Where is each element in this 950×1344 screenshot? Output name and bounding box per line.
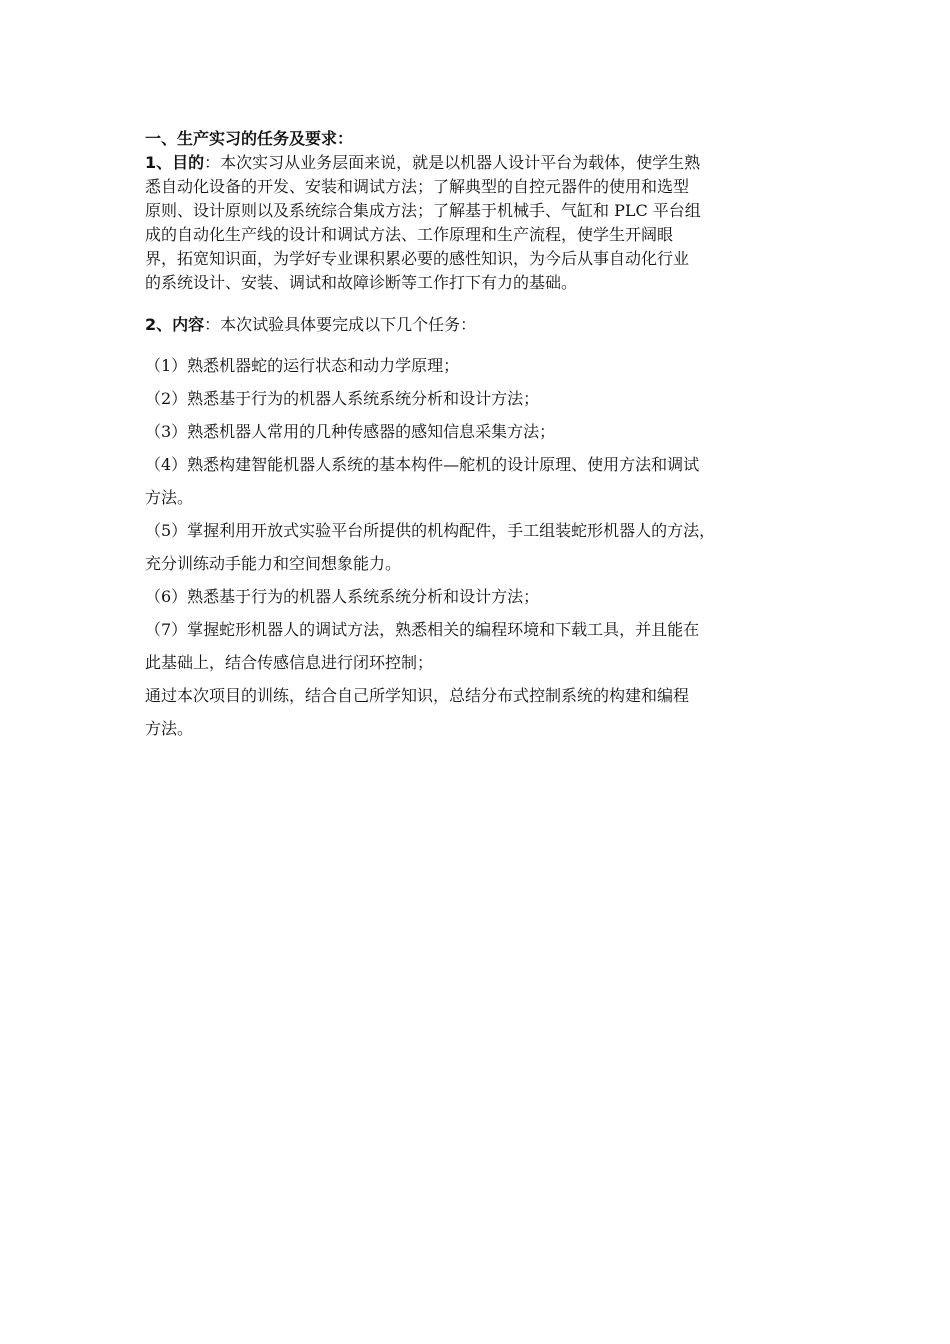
purpose-text-1: ：本次实习从业务层面来说，就是以机器人设计平台为载体，使学生熟 <box>204 153 701 172</box>
task-item-2: （2）熟悉基于行为的机器人系统系统分析和设计方法； <box>145 389 540 408</box>
task-item-1: （1）熟悉机器蛇的运行状态和动力学原理； <box>145 356 460 375</box>
document-page <box>145 127 810 745</box>
task-item-3: （3）熟悉机器人常用的几种传感器的感知信息采集方法； <box>145 422 556 441</box>
section-heading: 一、生产实习的任务及要求： <box>145 129 354 148</box>
content-text: ：本次试验具体要完成以下几个任务： <box>204 315 477 334</box>
content-label: 2、内容 <box>145 315 205 334</box>
purpose-line-2: 悉自动化设备的开发、安装和调试方法；了解典型的自控元器件的使用和选型 <box>145 177 690 196</box>
purpose-line-4: 成的自动化生产线的设计和调试方法、工作原理和生产流程，使学生开阔眼 <box>145 225 674 244</box>
task-list <box>145 349 810 745</box>
task-item-7-cont: 此基础上，结合传感信息进行闭环控制； <box>145 653 434 672</box>
summary-line-1: 通过本次项目的训练，结合自己所学知识，总结分布式控制系统的构建和编程 <box>145 686 690 705</box>
task-item-5: （5）掌握利用开放式实验平台所提供的机构配件，手工组装蛇形机器人的方法， <box>145 521 716 540</box>
task-item-6: （6）熟悉基于行为的机器人系统系统分析和设计方法； <box>145 587 540 606</box>
purpose-label: 1、目的 <box>145 153 205 172</box>
purpose-paragraph <box>145 151 810 295</box>
purpose-line-3: 原则、设计原则以及系统综合集成方法；了解基于机械手、气缸和 PLC 平台组 <box>145 201 701 220</box>
task-item-4: （4）熟悉构建智能机器人系统的基本构件—舵机的设计原理、使用方法和调试 <box>145 455 700 474</box>
task-item-7: （7）掌握蛇形机器人的调试方法，熟悉相关的编程环境和下载工具，并且能在 <box>145 620 700 639</box>
purpose-line-1 <box>145 151 810 175</box>
summary-line-2: 方法。 <box>145 719 194 738</box>
purpose-line-6: 的系统设计、安装、调试和故障诊断等工作打下有力的基础。 <box>145 273 578 292</box>
task-item-4-cont: 方法。 <box>145 488 194 507</box>
task-item-5-cont: 充分训练动手能力和空间想象能力。 <box>145 554 402 573</box>
purpose-line-5: 界，拓宽知识面，为学好专业课积累必要的感性知识，为今后从事自动化行业 <box>145 249 690 268</box>
content-paragraph <box>145 313 810 337</box>
